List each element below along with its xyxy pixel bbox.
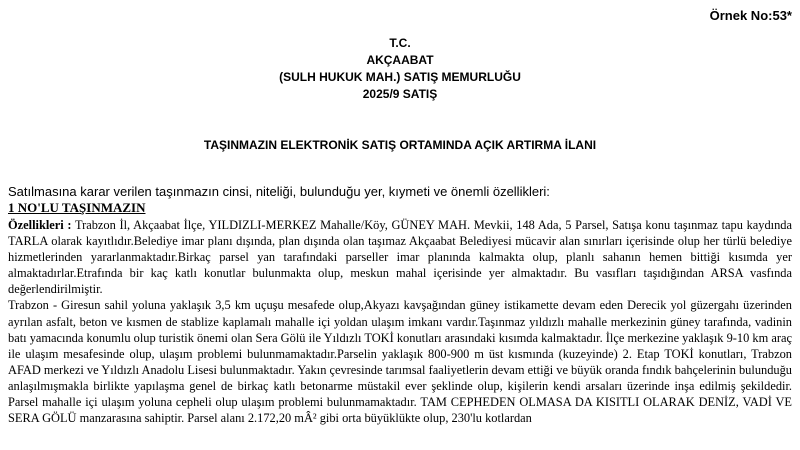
header-line-office: (SULH HUKUK MAH.) SATIŞ MEMURLUĞU: [279, 70, 521, 84]
features-text: Trabzon İl, Akçaabat İlçe, YILDIZLI-MERKEZ Mahalle/Köy, GÜNEY MAH. Mevkii, 148 Ada, 5 Parsel, Satışa konu taşınmaz tapu kaydında TARLA olarak kayıtlıdır.Belediye imar planı dışında, plan dışında olan taşımaz Akçaabat Belediyesi mücavir alan sınırları içerisinde olup her türlü belediye hizmetlerinden yararlanmaktadır.Birkaç parsel yan tarafındaki parseller imar planında kalmakta olup, planlı sahanın hemen bittiği kısımda yer almaktadırlar.Etrafında bir kaç katlı konutlar bulunmakta olup, meskun mahal içerisinde yer almaktadır. Bu vasıfları taşıdığından ARSA vasfında değerlendirilmiştir.: [8, 218, 792, 297]
features-label: Özellikleri :: [8, 218, 72, 232]
announcement-title: TAŞINMAZIN ELEKTRONİK SATIŞ ORTAMINDA AÇIK ARTIRMA İLANI: [203, 138, 597, 152]
header-line-case-number: 2025/9 SATIŞ: [362, 87, 438, 101]
header-line-tc: T.C.: [389, 36, 411, 50]
property-description: [8, 217, 792, 426]
document-header: [0, 35, 800, 103]
intro-text: Satılmasına karar verilen taşınmazın cinsi, niteliği, bulunduğu yer, kıymeti ve önemli özellikleri:: [8, 184, 550, 199]
section-title: 1 NO'LU TAŞINMAZIN: [8, 200, 146, 215]
header-line-district: AKÇAABAT: [366, 53, 434, 67]
features-paragraph: [8, 217, 792, 297]
form-number: Örnek No:53*: [709, 8, 792, 23]
location-paragraph: Trabzon - Giresun sahil yoluna yaklaşık 3,5 km uçuşu mesafede olup,Akyazı kavşağından güney istikamette devam eden Derecik yol güzergahı üzerinden ayrılan asfalt, beton ve kısmen de stablize kaplamalı mahalle içi yoldan ulaşım imkanı vardır.Taşınmaz yıldızlı mahalle merkezinin güney tarafında, vadinin batı yamacında konumlu olup turistik önemi olan Sera Gölü ile Yıldızlı TOKİ konutları arasındaki kısımda kalmaktadır. İlçe merkezine yaklaşık 9-10 km araç ile ulaşım mesafesinde olup, ulaşım problemi bulunmamaktadır.Parselin yaklaşık 800-900 m üst kısmında (kuzeyinde) 2. Etap TOKİ konutları, Trabzon AFAD merkezi ve Yıldızlı Anadolu Lisesi bulunmaktadır. Yakın çevresinde tarımsal faaliyetlerin devam ettiği ve büyük oranda fındık bahçelerinin bulunduğu anlaşılmışmakla birlikte yapılaşma genel de birkaç katlı betonarme müstakil ever şeklinde olup, kişilerin kendi arsaları üzerinde inşa edilmiş şekildedir. Parsel mahalle içi ulaşım yoluna cepheli olup ulaşım problemi bulunmamaktadır. TAM CEPHEDEN OLMASA DA KISITLI OLARAK DENİZ, VADİ VE SERA GÖLÜ manzarasına sahiptir. Parsel alanı 2.172,20 mÂ² gibi orta büyüklükte olup, 230'lu kotlardan: [8, 298, 792, 426]
